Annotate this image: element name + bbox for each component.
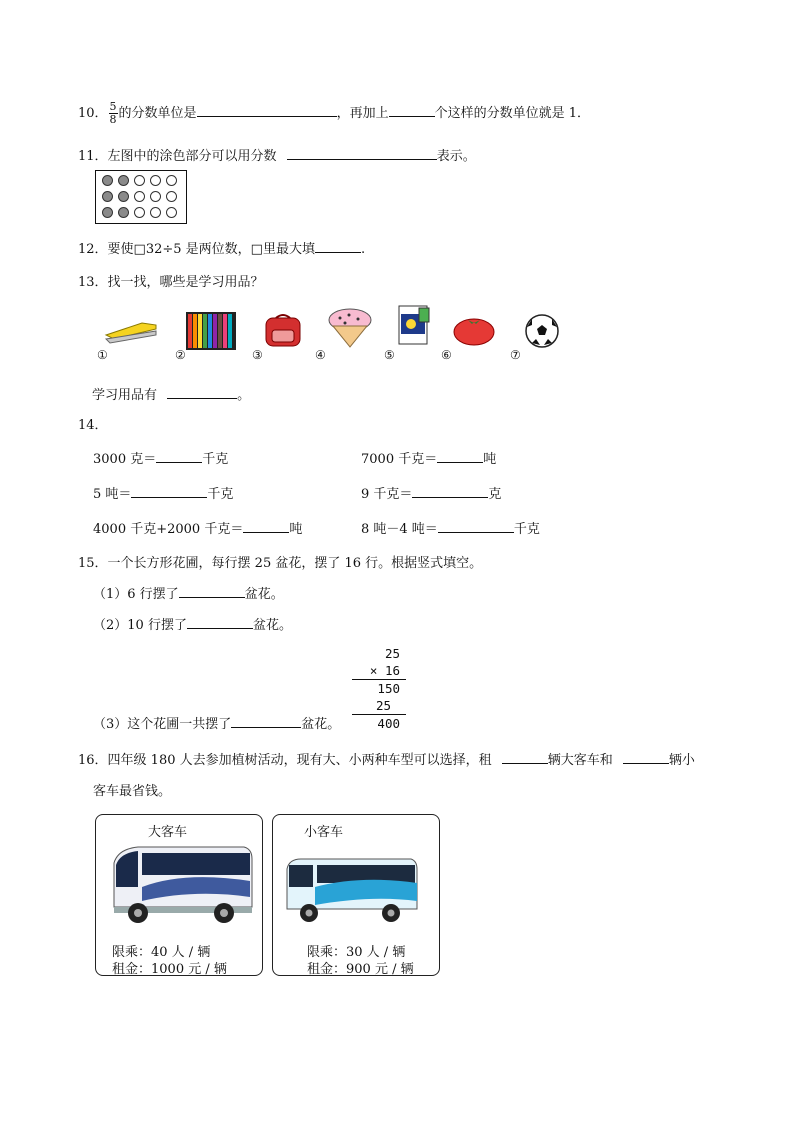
question-13 <box>78 271 264 290</box>
answer-blank[interactable] <box>197 104 337 117</box>
calc-result: 400 <box>377 716 400 731</box>
question-11 <box>78 145 476 164</box>
conversion-item <box>361 448 496 467</box>
question-text: 。 <box>237 388 251 403</box>
question-text: 8 吨－4 吨＝ <box>361 522 438 537</box>
empty-circle <box>134 175 145 186</box>
question-text: 客车最省钱。 <box>93 784 172 799</box>
question-text: （1）6 行摆了 <box>93 587 179 602</box>
question-text: 盆花。 <box>252 618 292 633</box>
answer-blank[interactable] <box>389 104 435 117</box>
question-number: 10． <box>78 106 108 121</box>
question-text: 学习用品有 <box>92 388 158 403</box>
answer-blank[interactable] <box>412 485 488 498</box>
shaded-circle <box>118 175 129 186</box>
answer-blank[interactable] <box>438 520 514 533</box>
fraction-numerator: 5 <box>109 100 117 113</box>
picture-label: ④ <box>315 348 326 362</box>
bus-capacity: 限乘：40 人 / 辆 <box>112 945 211 960</box>
answer-blank[interactable] <box>315 240 361 253</box>
question-text: （3）这个花圃一共摆了 <box>93 717 232 732</box>
bus-rent: 租金：900 元 / 辆 <box>307 962 414 977</box>
conversion-item <box>361 518 540 537</box>
question-text: 要使□32÷5 是两位数，□里最大填 <box>107 242 315 257</box>
question-text: 5 吨＝ <box>93 487 132 502</box>
question-text: 个这样的分数单位就是 1． <box>434 106 590 121</box>
tomato-icon <box>452 314 496 346</box>
juice-box-icon <box>393 302 435 346</box>
answer-blank[interactable] <box>131 485 207 498</box>
answer-blank[interactable] <box>179 585 245 598</box>
conversion-item <box>93 483 233 502</box>
shaded-circle <box>118 191 129 202</box>
empty-circle <box>134 207 145 218</box>
question-10 <box>78 101 590 126</box>
calc-partial-product-2: 25 <box>352 697 406 715</box>
shaded-circle <box>102 175 113 186</box>
empty-circle <box>166 207 177 218</box>
small-bus-card <box>272 814 440 976</box>
colored-pencils-icon <box>186 312 236 350</box>
calc-multiplicand: 25 <box>384 646 400 661</box>
question-15-part-1 <box>93 583 284 602</box>
answer-blank[interactable] <box>623 751 669 764</box>
question-text: 四年级 180 人去参加植树活动，现有大、小两种车型可以选择，租 <box>107 753 492 768</box>
question-13-answer <box>92 384 250 403</box>
calc-multiplier: × 16 <box>352 662 406 680</box>
conversion-item <box>93 518 302 537</box>
picture-label: ⑤ <box>384 348 395 362</box>
empty-circle <box>134 191 145 202</box>
question-text: 克 <box>488 487 502 502</box>
picture-label: ⑦ <box>510 348 521 362</box>
fraction <box>109 101 118 126</box>
answer-blank[interactable] <box>156 450 202 463</box>
question-text: 左图中的涂色部分可以用分数 <box>107 149 277 164</box>
answer-blank[interactable] <box>437 450 483 463</box>
bus-rent: 租金：1000 元 / 辆 <box>112 962 227 977</box>
answer-blank[interactable] <box>287 147 437 160</box>
shaded-circle <box>102 207 113 218</box>
question-number: 14． <box>78 418 108 433</box>
shaded-circle <box>102 191 113 202</box>
question-text: 吨 <box>289 522 303 537</box>
question-text: 一个长方形花圃，每行摆 25 盆花，摆了 16 行。根据竖式填空。 <box>107 556 483 571</box>
picture-label: ⑥ <box>441 348 452 362</box>
question-text: 的分数单位是 <box>118 106 197 121</box>
question-text: 辆小 <box>668 753 695 768</box>
question-text: 表示。 <box>436 149 476 164</box>
question-text: 千克 <box>207 487 234 502</box>
empty-circle <box>166 175 177 186</box>
card-title: 大客车 <box>148 825 188 840</box>
empty-circle <box>150 191 161 202</box>
school-bag-icon <box>262 312 304 348</box>
question-text: 吨 <box>483 452 497 467</box>
question-15-part-2 <box>93 614 292 633</box>
empty-circle <box>150 175 161 186</box>
picture-label: ③ <box>252 348 263 362</box>
big-bus-card <box>95 814 263 976</box>
conversion-item <box>361 483 501 502</box>
coach-bus-icon <box>281 853 419 927</box>
question-number: 12． <box>78 242 108 257</box>
vertical-multiplication <box>352 645 406 732</box>
question-text: 找一找，哪些是学习用品？ <box>107 275 264 290</box>
question-text: 3000 克＝ <box>93 452 157 467</box>
question-text: 盆花。 <box>244 587 284 602</box>
answer-blank[interactable] <box>187 616 253 629</box>
fraction-denominator: 8 <box>109 113 117 126</box>
question-text: 9 千克＝ <box>361 487 413 502</box>
question-12 <box>78 238 365 257</box>
empty-circle <box>166 191 177 202</box>
question-15-part-3 <box>93 713 340 732</box>
answer-blank[interactable] <box>243 520 289 533</box>
circle-grid-figure <box>95 170 187 224</box>
ice-cream-icon <box>327 308 373 348</box>
question-14 <box>78 414 108 433</box>
question-text: 千克 <box>513 522 540 537</box>
question-number: 16． <box>78 753 108 768</box>
shaded-circle <box>118 207 129 218</box>
empty-circle <box>150 207 161 218</box>
calc-partial-product-1: 150 <box>377 681 400 696</box>
answer-blank[interactable] <box>231 715 301 728</box>
question-text: 7000 千克＝ <box>361 452 438 467</box>
question-text: （2）10 行摆了 <box>93 618 187 633</box>
answer-blank[interactable] <box>502 751 548 764</box>
question-text: 盆花。 <box>301 717 341 732</box>
question-16-line-2 <box>93 780 171 799</box>
picture-label: ① <box>97 348 108 362</box>
question-text: 千克 <box>202 452 229 467</box>
question-15 <box>78 552 482 571</box>
question-number: 15． <box>78 556 108 571</box>
bus-capacity: 限乘：30 人 / 辆 <box>307 945 406 960</box>
question-text: 4000 千克+2000 千克＝ <box>93 522 244 537</box>
card-title: 小客车 <box>304 825 344 840</box>
question-number: 13． <box>78 275 108 290</box>
question-number: 11． <box>78 149 108 164</box>
question-text: 辆大客车和 <box>547 753 613 768</box>
stapler-icon <box>102 315 160 345</box>
question-16 <box>78 749 695 768</box>
picture-label: ② <box>175 348 186 362</box>
question-text: ，再加上 <box>336 106 389 121</box>
answer-blank[interactable] <box>167 386 237 399</box>
coach-bus-icon <box>104 841 254 927</box>
soccer-ball-icon <box>524 313 560 349</box>
question-text: . <box>360 242 366 257</box>
conversion-item <box>93 448 228 467</box>
